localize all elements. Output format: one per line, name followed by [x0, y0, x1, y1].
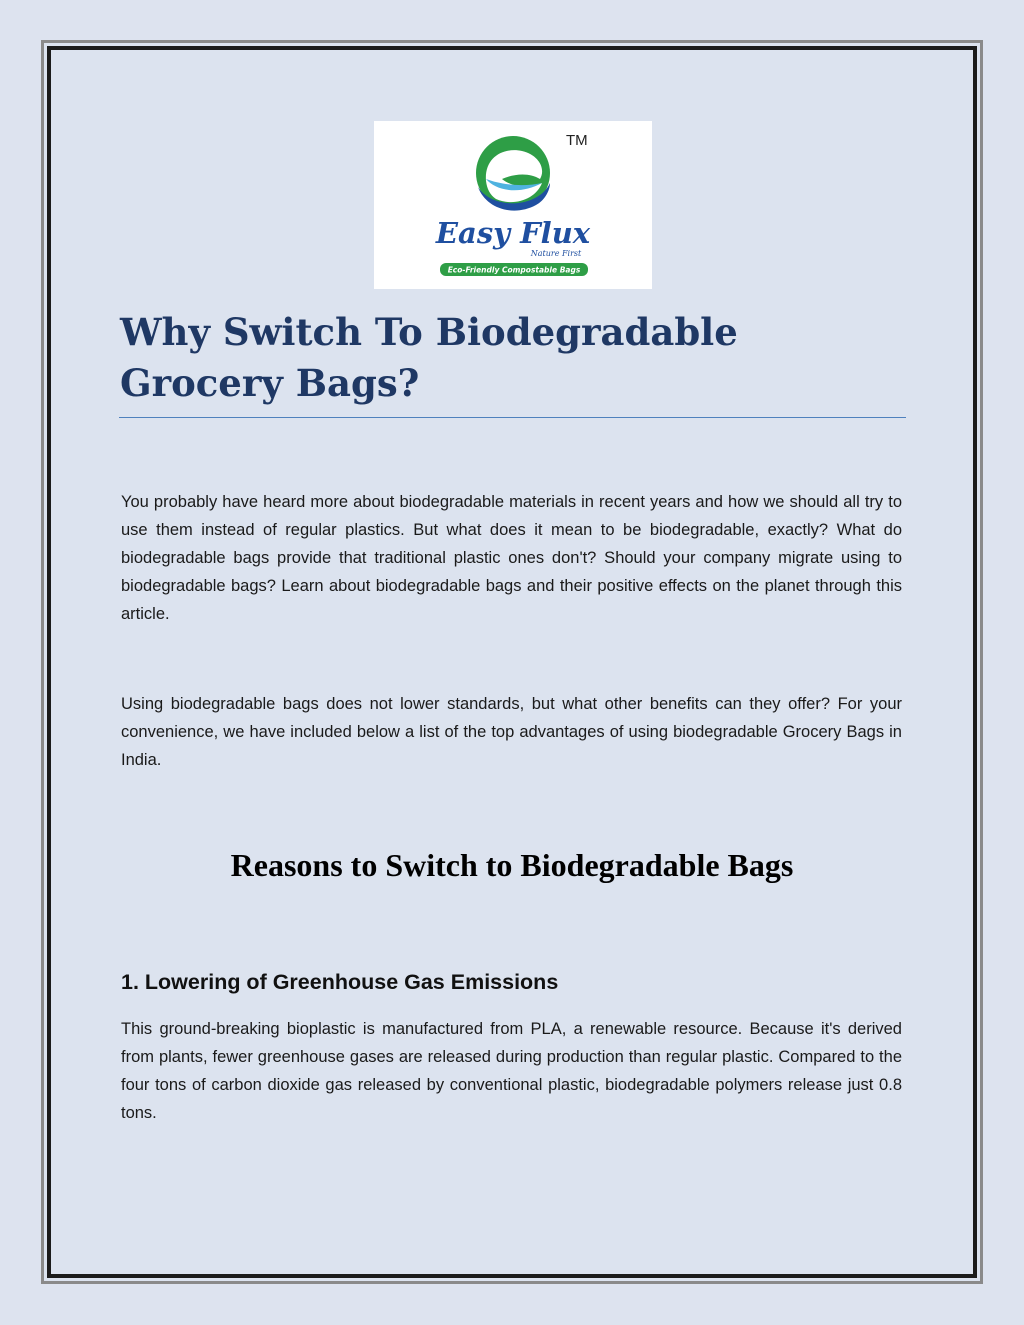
reason-body: This ground-breaking bioplastic is manufactured from PLA, a renewable resource. Because it's derived from plants, fewer greenhouse gases are released during production than regular plastic. Compared to the four tons of carbon dioxide gas released by conventional plastic, biodegradable polymers release just 0.8 tons. — [121, 1020, 902, 1122]
trademark-label: TM — [566, 132, 588, 149]
intro-paragraph: You probably have heard more about biodegradable materials in recent years and how we should all try to use them instead of regular plastics. But what does it mean to be biodegradable, exactly? What do biodegradable bags provide that traditional plastic ones don't? Should your company migrate using to biodegradable bags? Learn about biodegradable bags and their positive effects on the planet through this article. — [121, 493, 902, 623]
logo-graphic — [374, 121, 652, 289]
title-divider — [119, 417, 906, 418]
logo-tagline: Nature First — [530, 249, 582, 258]
logo-banner-text: Eco-Friendly Compostable Bags — [447, 265, 581, 275]
easy-flux-logo — [374, 121, 652, 289]
logo-brand-text: Easy Flux — [435, 216, 591, 250]
document-title: Why Switch To Biodegradable Grocery Bags? — [120, 310, 738, 405]
reason-heading: 1. Lowering of Greenhouse Gas Emissions — [121, 970, 559, 994]
section-heading: Reasons to Switch to Biodegradable Bags — [230, 847, 794, 883]
benefits-paragraph: Using biodegradable bags does not lower standards, but what other benefits can they offer? For your convenience, we have included below a list of the top advantages of using biodegradable Grocery Bags in India. — [121, 695, 902, 769]
